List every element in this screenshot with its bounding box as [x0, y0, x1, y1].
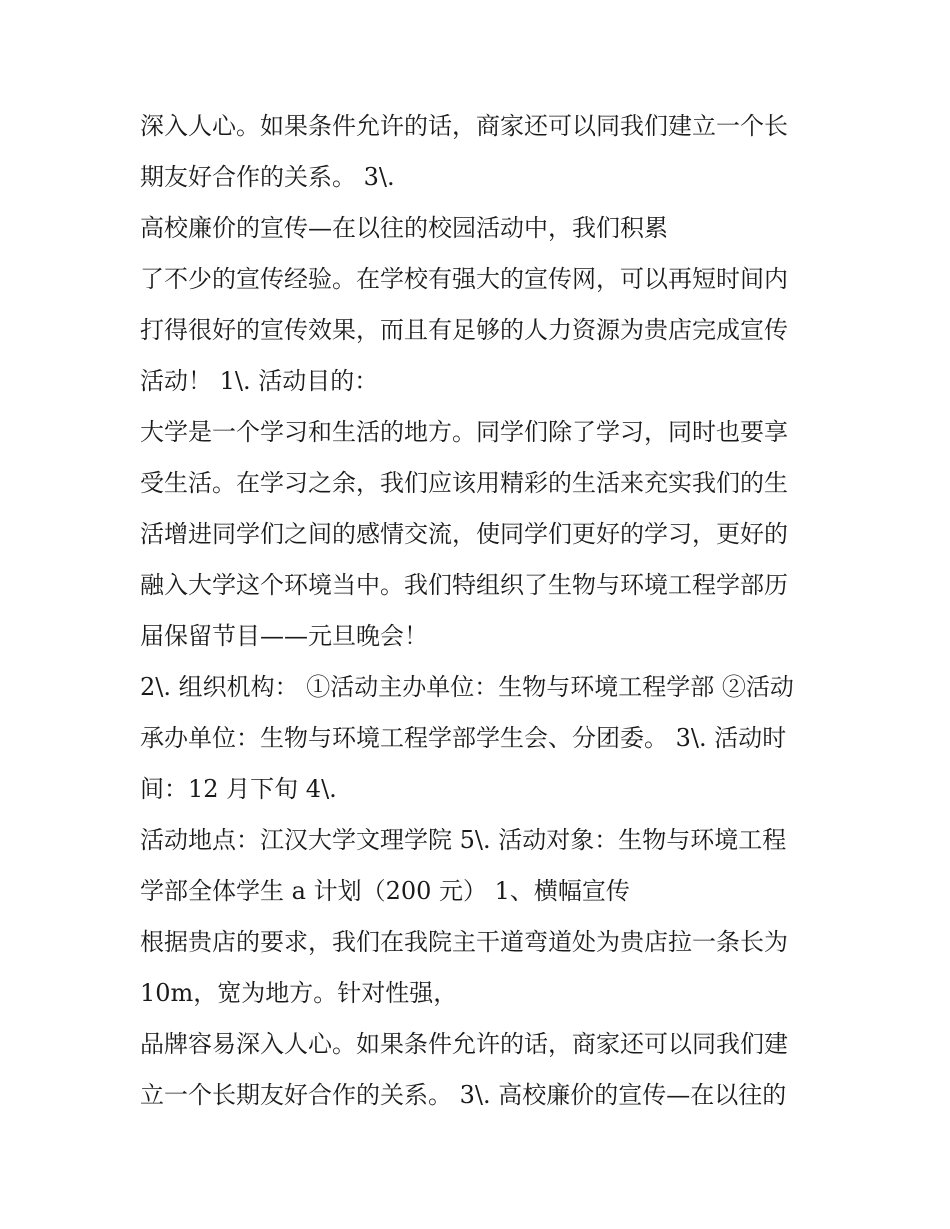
text-line-17: 根据贵店的要求，我们在我院主干道弯道处为贵店拉一条长为 [140, 928, 788, 956]
text-line-5: 打得很好的宣传效果，而且有足够的人力资源为贵店完成宣传 [140, 316, 788, 344]
text-line-10: 融入大学这个环境当中。我们特组织了生物与环境工程学部历 [140, 571, 788, 599]
text-line-20: 立一个长期友好合作的关系。 3\. 高校廉价的宣传—在以往的 [140, 1081, 787, 1109]
text-line-13: 承办单位：生物与环境工程学部学生会、分团委。 3\. 活动时 [140, 724, 787, 752]
text-line-18: 10m，宽为地方。针对性强， [140, 979, 458, 1007]
text-line-4: 了不少的宣传经验。在学校有强大的宣传网，可以再短时间内 [140, 265, 788, 293]
text-line-19: 品牌容易深入人心。如果条件允许的话，商家还可以同我们建 [140, 1030, 788, 1058]
text-line-8: 受生活。在学习之余，我们应该用精彩的生活来充实我们的生 [140, 469, 788, 497]
text-line-15: 活动地点：江汉大学文理学院 5\. 活动对象：生物与环境工程 [140, 826, 787, 854]
text-line-2: 期友好合作的关系。 3\. [140, 163, 395, 191]
text-line-11: 届保留节目——元旦晚会！ [140, 622, 428, 650]
document-body [140, 101, 820, 1121]
text-line-3: 高校廉价的宣传—在以往的校园活动中，我们积累 [140, 214, 668, 242]
text-line-14: 间：12 月下旬 4\. [140, 775, 337, 803]
text-line-6: 活动！ 1\. 活动目的： [140, 367, 379, 395]
text-line-16: 学部全体学生 a 计划（200 元） 1、横幅宣传 [140, 877, 630, 905]
text-line-9: 活增进同学们之间的感情交流，使同学们更好的学习，更好的 [140, 520, 788, 548]
text-line-1: 深入人心。如果条件允许的话，商家还可以同我们建立一个长 [140, 112, 788, 140]
text-line-7: 大学是一个学习和生活的地方。同学们除了学习，同时也要享 [140, 418, 788, 446]
text-line-12: 2\. 组织机构： ①活动主办单位：生物与环境工程学部 ②活动 [140, 673, 794, 701]
